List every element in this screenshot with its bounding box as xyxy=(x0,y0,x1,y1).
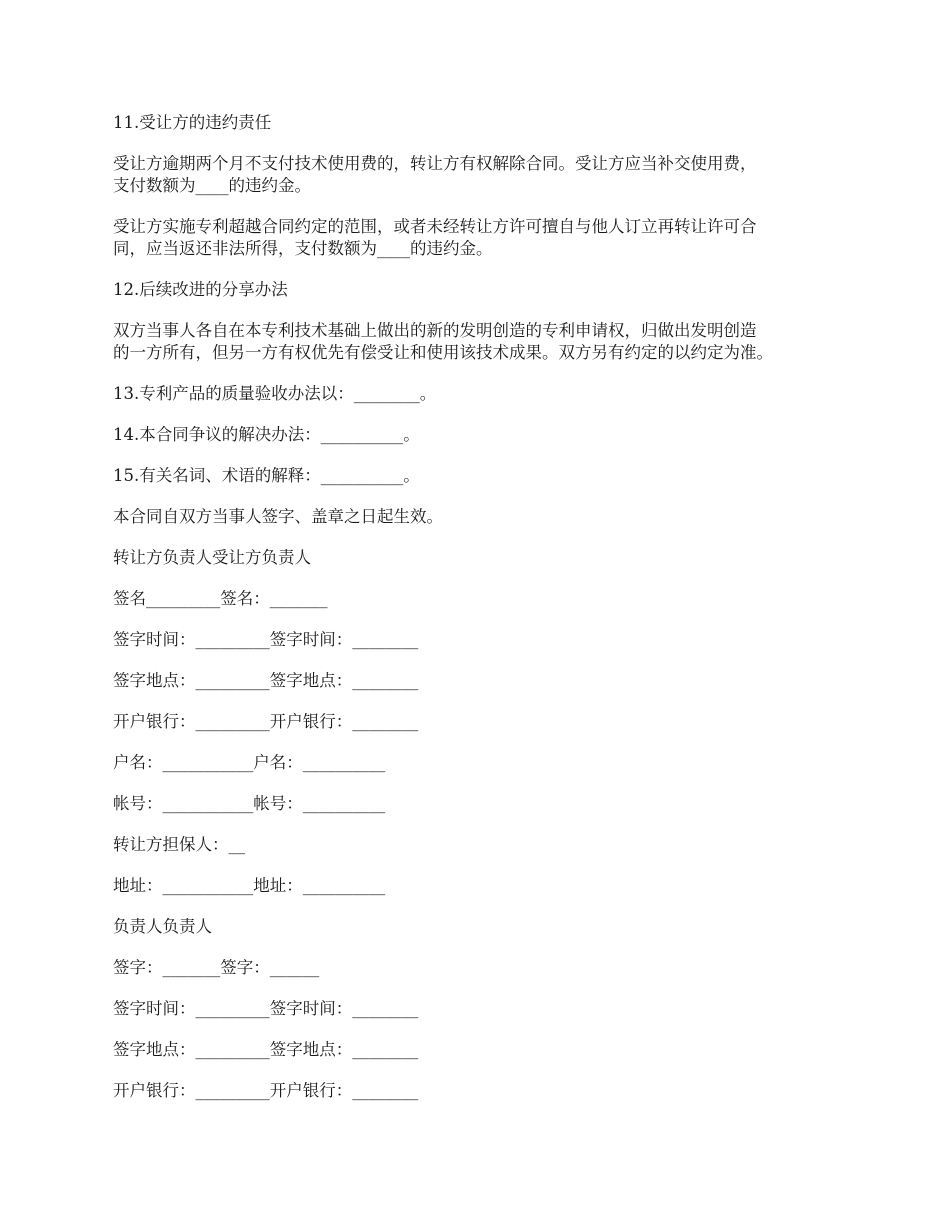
paragraph-line: 受让方逾期两个月不支付技术使用费的，转让方有权解除合同。受让方应当补交使用费， xyxy=(113,154,757,173)
section-12-title: 12.后续改进的分享办法 xyxy=(113,280,288,299)
responsible-persons-header: 负责人负责人 xyxy=(113,917,212,936)
bank-line: 开户银行：_________开户银行：________ xyxy=(113,712,419,731)
section-11-title: 11.受让方的违约责任 xyxy=(113,113,272,132)
parties-header: 转让方负责人受让方负责人 xyxy=(113,548,311,567)
account-name-line: 户名：___________户名：__________ xyxy=(113,753,386,772)
signature-line: 签名_________签名：_______ xyxy=(113,589,328,608)
paragraph-line: 受让方实施专利超越合同约定的范围，或者未经转让方许可擅自与他人订立再转让许可合 xyxy=(113,217,757,236)
paragraph-line: 同，应当返还非法所得，支付数额为____的违约金。 xyxy=(113,239,493,258)
section-14: 14.本合同争议的解决办法：__________。 xyxy=(113,425,420,444)
guarantor-signature-time-line: 签字时间：_________签字时间：________ xyxy=(113,999,419,1018)
guarantor-bank-line: 开户银行：_________开户银行：________ xyxy=(113,1081,419,1100)
address-line: 地址：___________地址：__________ xyxy=(113,876,386,895)
section-15: 15.有关名词、术语的解释：__________。 xyxy=(113,466,420,485)
guarantor-line: 转让方担保人：__ xyxy=(113,835,245,854)
signature-time-line: 签字时间：_________签字时间：________ xyxy=(113,630,419,649)
paragraph-line: 的一方所有，但另一方有权优先有偿受让和使用该技术成果。双方另有约定的以约定为准。 xyxy=(113,343,773,362)
account-number-line: 帐号：___________帐号：__________ xyxy=(113,794,386,813)
signature-place-line: 签字地点：_________签字地点：________ xyxy=(113,671,419,690)
guarantor-signature-line: 签字：_______签字：______ xyxy=(113,958,320,977)
paragraph-line: 支付数额为____的违约金。 xyxy=(113,176,311,195)
paragraph-line: 双方当事人各自在本专利技术基础上做出的新的发明创造的专利申请权，归做出发明创造 xyxy=(113,321,757,340)
section-12-paragraph xyxy=(113,320,853,364)
section-13: 13.专利产品的质量验收办法以：________。 xyxy=(113,384,437,403)
effective-clause: 本合同自双方当事人签字、盖章之日起生效。 xyxy=(113,507,443,526)
document-page xyxy=(113,112,853,1121)
section-11-paragraph-1 xyxy=(113,153,853,197)
guarantor-signature-place-line: 签字地点：_________签字地点：________ xyxy=(113,1040,419,1059)
section-11-paragraph-2 xyxy=(113,216,853,260)
